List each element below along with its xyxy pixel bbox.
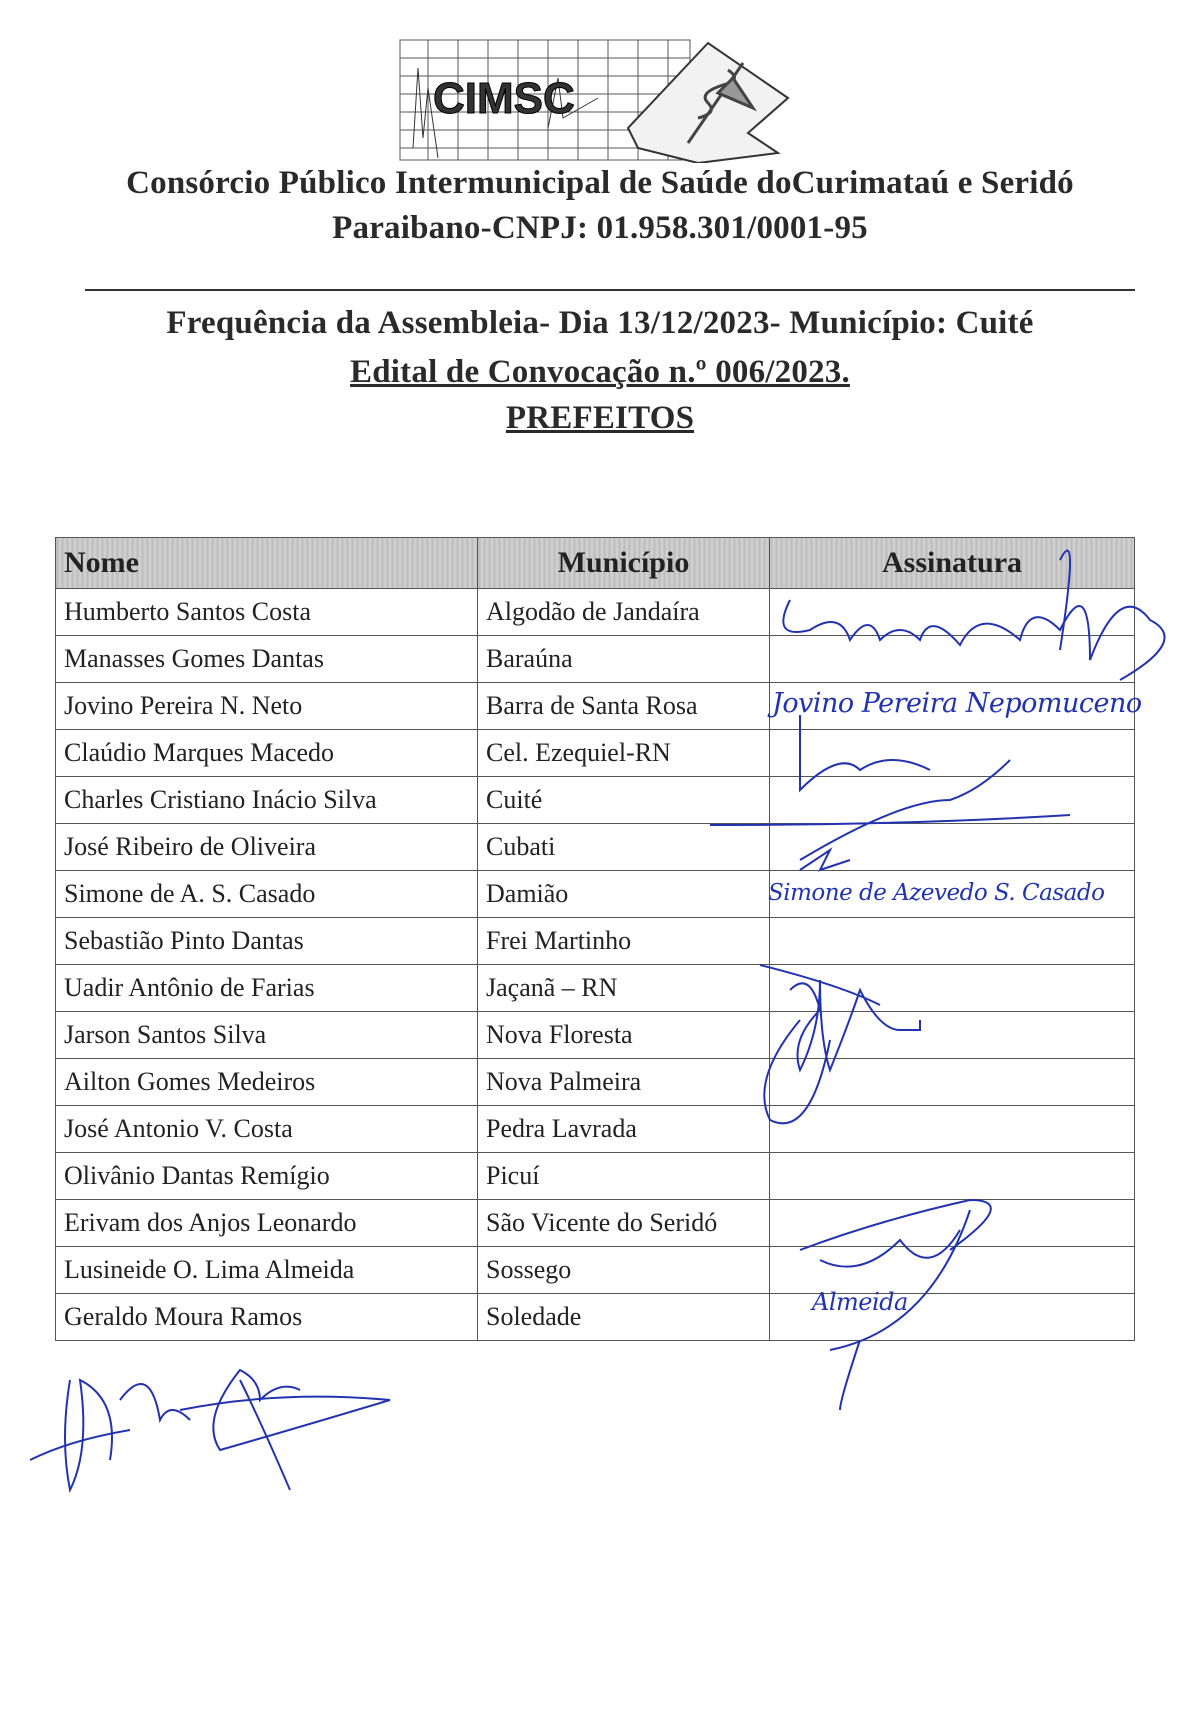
column-header-nome: Nome xyxy=(56,538,478,589)
cell-nome: Olivânio Dantas Remígio xyxy=(56,1153,478,1200)
logo-text: CIMSC xyxy=(433,74,575,123)
cell-nome: José Antonio V. Costa xyxy=(56,1106,478,1153)
cell-assinatura xyxy=(770,824,1135,871)
cell-municipio: Cuité xyxy=(478,777,770,824)
section-title: PREFEITOS xyxy=(505,400,695,436)
signature-text-simone: Simone de Azevedo S. Casado xyxy=(768,880,1105,906)
cell-assinatura xyxy=(770,777,1135,824)
cell-nome: Charles Cristiano Inácio Silva xyxy=(56,777,478,824)
table-row xyxy=(56,918,1135,965)
header-divider xyxy=(85,289,1135,291)
cell-municipio: Baraúna xyxy=(478,636,770,683)
attendance-table xyxy=(55,537,1135,1341)
cell-assinatura xyxy=(770,589,1135,636)
signature-text-almeida: Almeida xyxy=(812,1288,908,1316)
cell-municipio: Barra de Santa Rosa xyxy=(478,683,770,730)
column-header-assinatura: Assinatura xyxy=(770,538,1135,589)
table-row xyxy=(56,1106,1135,1153)
table-row xyxy=(56,824,1135,871)
table-row xyxy=(56,777,1135,824)
cell-nome: Sebastião Pinto Dantas xyxy=(56,918,478,965)
table-row xyxy=(56,1012,1135,1059)
cell-nome: Ailton Gomes Medeiros xyxy=(56,1059,478,1106)
cell-assinatura xyxy=(770,965,1135,1012)
cell-nome: Geraldo Moura Ramos xyxy=(56,1294,478,1341)
cell-assinatura xyxy=(770,1200,1135,1247)
table-row xyxy=(56,1294,1135,1341)
organization-cnpj: Paraibano-CNPJ: 01.958.301/0001-95 xyxy=(332,210,868,246)
document-title: Frequência da Assembleia- Dia 13/12/2023- Município: Cuité xyxy=(166,305,1034,341)
cell-assinatura xyxy=(770,1106,1135,1153)
cell-municipio: Algodão de Jandaíra xyxy=(478,589,770,636)
cell-assinatura xyxy=(770,1247,1135,1294)
cell-nome: Lusineide O. Lima Almeida xyxy=(56,1247,478,1294)
signature-text-jovino: Jovino Pereira Nepomuceno xyxy=(772,688,1142,719)
cell-assinatura xyxy=(770,636,1135,683)
cimsc-logo xyxy=(398,38,828,163)
cell-assinatura xyxy=(770,1012,1135,1059)
cell-municipio: São Vicente do Seridó xyxy=(478,1200,770,1247)
cell-nome: Jovino Pereira N. Neto xyxy=(56,683,478,730)
cell-municipio: Cel. Ezequiel-RN xyxy=(478,730,770,777)
cell-municipio: Sossego xyxy=(478,1247,770,1294)
cell-municipio: Nova Floresta xyxy=(478,1012,770,1059)
table-header-row xyxy=(56,538,1135,589)
table-row xyxy=(56,589,1135,636)
cell-municipio: Soledade xyxy=(478,1294,770,1341)
table-row xyxy=(56,1153,1135,1200)
signature-bottom-left xyxy=(30,1370,390,1490)
organization-name: Consórcio Público Intermunicipal de Saúde doCurimataú e Seridó xyxy=(126,165,1074,201)
cell-municipio: Nova Palmeira xyxy=(478,1059,770,1106)
cell-municipio: Picuí xyxy=(478,1153,770,1200)
cell-nome: Erivam dos Anjos Leonardo xyxy=(56,1200,478,1247)
column-header-municipio: Município xyxy=(478,538,770,589)
cell-municipio: Jaçanã – RN xyxy=(478,965,770,1012)
cell-assinatura xyxy=(770,1059,1135,1106)
cell-nome: Jarson Santos Silva xyxy=(56,1012,478,1059)
cell-nome: Humberto Santos Costa xyxy=(56,589,478,636)
cell-nome: Claúdio Marques Macedo xyxy=(56,730,478,777)
cell-municipio: Frei Martinho xyxy=(478,918,770,965)
cell-municipio: Pedra Lavrada xyxy=(478,1106,770,1153)
table-row xyxy=(56,1059,1135,1106)
cell-assinatura xyxy=(770,1153,1135,1200)
cell-assinatura xyxy=(770,918,1135,965)
table-row xyxy=(56,1200,1135,1247)
cell-municipio: Damião xyxy=(478,871,770,918)
table-row xyxy=(56,1247,1135,1294)
table-row xyxy=(56,730,1135,777)
cell-nome: Simone de A. S. Casado xyxy=(56,871,478,918)
table-row xyxy=(56,636,1135,683)
table-row xyxy=(56,965,1135,1012)
cell-nome: Manasses Gomes Dantas xyxy=(56,636,478,683)
cell-nome: José Ribeiro de Oliveira xyxy=(56,824,478,871)
cell-municipio: Cubati xyxy=(478,824,770,871)
cell-assinatura xyxy=(770,730,1135,777)
cell-nome: Uadir Antônio de Farias xyxy=(56,965,478,1012)
edital-reference: Edital de Convocação n.º 006/2023. xyxy=(350,354,850,390)
